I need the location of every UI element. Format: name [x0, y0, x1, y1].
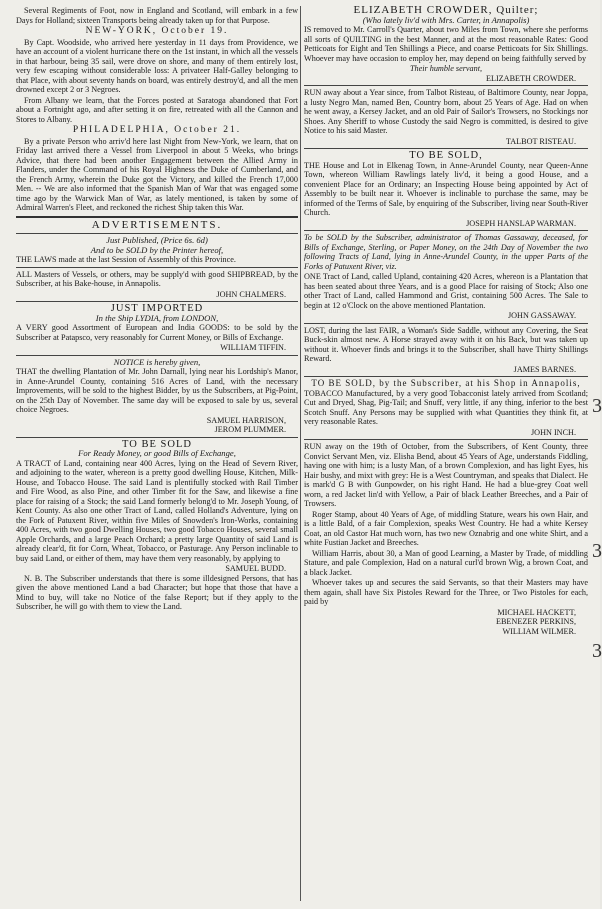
ad-servants-stamp: Roger Stamp, about 40 Years of Age, of middling Stature, wears his own Hair, and is a little Bald, of a fair Complexion, speaks West Country. He had a white Kersey Coat, an old Castor Hat much worn, has two new Oznabrig and one white Shirt, and a white Fustian Jacket and Breeches. [304, 509, 588, 547]
newyork-dateline: NEW-YORK, October 19. [85, 26, 229, 36]
divider [304, 85, 588, 86]
ad-tobacco [304, 379, 588, 437]
ad-gassaway-text: ONE Tract of Land, called Upland, containing 420 Acres, whereon is a Plantation that has been seated about three Years, and is a good Place for raising of Stock; Also one other Tract of Land, called Hammond and Grist, containing 500 Acres. The Sale to begin at 12 o'Clock on the above mentioned Plantation. [304, 272, 588, 310]
news-albany-paragraph: From Albany we learn, that the Forces posted at Saratoga abandoned that Fort about a Fortnight ago, and after setting it on fire, retreated with all the Cannon and Stores to Albany. [16, 95, 298, 124]
ad-servants-signature-1: MICHAEL HACKETT, [497, 607, 576, 617]
ad-shipbread-signature: JOHN CHALMERS. [216, 289, 286, 299]
ad-lost-signature: JAMES BARNES. [513, 364, 576, 374]
ad-gassaway [304, 233, 588, 321]
news-philadelphia-paragraph: By a private Person who arriv'd here last Night from New-York, we learn, that on Friday last arrived there a Vessel from Liverpool in about 5 Weeks, who brings Advice, that there had been another Engagement between the Allied Army in Flanders, under the Command of his Royal Highness the Duke of Cumberland, and the French Army, wherein the Duke got the Victory, and killed the French 17,000 Men. -- We are also informed that the Spanish Man of War that was engaged some time ago by the Warwick Man of War, as lately mentioned, is taken by some of Admiral Warren's Fleet, and reckoned the richest Ship taken this War. [16, 136, 298, 212]
ad-lost-text: LOST, during the last FAIR, a Woman's Side Saddle, without any Covering, the Seat Buck-skin almost new. A Horse strayed away with it on his Back, but was taken up without it. Whoever finds and brings it to the Subscriber, shall have Thirty Shillings Reward. [304, 325, 588, 363]
divider [304, 439, 588, 440]
ad-servants-harris: William Harris, about 30, a Man of good Learning, a Master by Trade, of middling Stature, and pale Complexion, Had on a natural curl'd brown Wig, a brown Coat, and a black Jacket. [304, 548, 588, 577]
ad-runaway-ben-signature: TALBOT RISTEAU. [505, 136, 576, 146]
ad-house-lot-signature: JOSEPH HANSLAP WARMAN. [466, 218, 576, 228]
divider [16, 301, 298, 302]
ad-notice-plantation [16, 358, 298, 435]
ad-house-lot [304, 151, 588, 228]
divider [304, 376, 588, 377]
divider [16, 267, 298, 268]
ad-laws [16, 236, 298, 265]
advertisements-heading: ADVERTISEMENTS. [91, 218, 223, 231]
ad-lost-saddle [304, 326, 588, 375]
ad-runaway-ben-text: RUN away about a Year since, from Talbot Risteau, of Baltimore County, near Joppa, a lusty Negro Man, named Ben, Country born, about 25 Years of Age. Had on when he went away, a Kersey Jacket, and an old Pair of Sailor's Trowsers, no Stockings nor Shoes. Any Sheriff to whose Custody the said Negro is committed, is desired to give Notice to his said Master. [304, 88, 588, 135]
ad-land-sub: For Ready Money, or good Bills of Exchange, [78, 448, 236, 458]
ad-land-severn [16, 440, 298, 612]
ad-laws-line2: And to be SOLD by the Printer hereof, [90, 244, 224, 255]
ad-tobacco-signature: JOHN INCH. [530, 427, 576, 437]
ad-imported-text: A VERY good Assortment of European and India GOODS: to be sold by the Subscriber at Patapsco, very reasonably for Current Money, or Bills of Exchange. [16, 323, 298, 342]
news-england-paragraph: Several Regiments of Foot, now in England and Scotland, will embark in a few Days for Holland; sixteen Transports being already taken up for that Purpose. [16, 6, 298, 25]
ad-crowder-close: Their humble servant, [409, 64, 483, 73]
margin-mark: 3 [592, 395, 602, 417]
divider [304, 148, 588, 149]
ad-land-head: TO BE SOLD [122, 438, 192, 450]
ad-shipbread-text: ALL Masters of Vessels, or others, may be supply'd with good SHIPBREAD, by the Subscriber, at his Bake-house, in Annapolis. [16, 269, 298, 288]
ad-crowder-sub: (Who lately liv'd with Mrs. Carter, in Annapolis) [362, 14, 530, 25]
ad-imported-signature: WILLIAM TIFFIN. [220, 343, 286, 352]
ad-house-lot-text: THE House and Lot in Elkenag Town, in Anne-Arundel County, near Queen-Anne Town, whereon William Rawlings lately liv'd, it being a good House, and a convenient Place for an Ordinary; an Inspecting House being appointed by Act of Assembly to be built near it. Whoever is inclinable to purchase the same, may be informed of the Terms of Sale, by enquiring of the Subscriber, living near South-River Church. [304, 160, 588, 217]
ad-laws-line1: Just Published, (Price 6s. 6d) [106, 235, 208, 245]
ad-shipbread [16, 270, 298, 300]
section-rule [16, 216, 298, 218]
ad-servants-reward: Whoever takes up and secures the said Servants, so that their Masters may have them again, shall have Six Pistoles Reward for the Three, or Two Pistoles for each, paid by [304, 578, 588, 606]
ad-notice-signature-1: SAMUEL HARRISON, [206, 415, 286, 425]
ad-runaway-ben [304, 88, 588, 146]
divider [16, 355, 298, 356]
ad-crowder-signature: ELIZABETH CROWDER. [485, 73, 576, 83]
ad-servants-signature-3: WILLIAM WILMER. [502, 626, 576, 636]
divider [16, 233, 298, 234]
ad-tobacco-text: TOBACCO Manufactured, by a very good Tobacconist lately arrived from Scotland; Cut and Dryed, Shag, Pig-Tail; and Snuff, very little, if any thing, inferior to the best Scotch Snuff. Any Persons may be supplied with what Quantities they think fit, at very reasonable Rates. [304, 388, 588, 426]
news-newyork-paragraph: By Capt. Woodside, who arrived here yesterday in 11 days from Providence, we have an account of a violent hurricane there on the 1st instant, in which all the vessels in that harbour, being 35 sail, were drove on shore, and many of them entirely lost, very few escaping without considerable loss: A privateer Half-Galley belonging to that Place, with about seventy hands on board, was entirely destroy'd, and all the men drowned except 2 or 3 Negroes. [16, 37, 298, 94]
ad-servants-signature-2: EBENEZER PERKINS, [495, 617, 576, 626]
ad-tobacco-head: TO BE SOLD, by the Subscriber, at his Shop in Annapolis, [311, 378, 581, 388]
ad-imported-sub: In the Ship LYDIA, from LONDON, [95, 312, 219, 323]
column-divider [300, 6, 301, 901]
ad-servants-text: RUN away on the 19th of October, from the Subscribers, of Kent County, three Convict Servant Men, viz. Elisha Bend, about 45 Years of Age, understands Fiddling, having one with him; is a lusty Man, of a brown Complexion, and has light Eyes, his Hair bushy, and mixt with grey: He is a West Countryman, and speaks that Dialect. He is mark'd G B with Gunpowder, on his right Hand. He had a blue-grey Coat well worn, a red Jacket lin'd with Yellow, a Pair of black Leather Breeches, and a Pair of Trowsers. [304, 442, 588, 508]
ad-crowder-name: ELIZABETH CROWDER, Quilter; [353, 4, 539, 16]
ad-land-nb: N. B. The Subscriber understands that there is some illdesigned Persons, that has given the above mentioned Land a bad Character; but hope that those that have a Mind to buy, will take no Notice of the false Report; but if they apply to the Subscriber, he will go with them to view the Land. [16, 573, 298, 611]
ad-gassaway-signature: JOHN GASSAWAY. [507, 311, 576, 320]
ad-crowder-text: IS removed to Mr. Carroll's Quarter, about two Miles from Town, where she performs all sorts of QUILTING in the best Manner, and at the most reasonable Rates: Good Petticoats for Eight and Ten Shillings a Piece, and coarse Petticoats for Six Shillings. Whoever may have occasion to employ her, may depend on being faithfully served by [304, 25, 588, 63]
ad-laws-text: THE LAWS made at the last Session of Assembly of this Province. [16, 255, 236, 264]
ad-notice-head: NOTICE is hereby given, [113, 356, 201, 367]
ad-runaway-servants [304, 442, 588, 636]
margin-mark: 3 [592, 640, 602, 662]
ad-imported [16, 304, 298, 353]
divider [304, 323, 588, 324]
ad-gassaway-intro: To be SOLD by the Subscriber, administrator of Thomas Gassaway, deceased, for Bills of Exchange, Sterling, or Paper Money, on the 24th Day of November the two following Tracts of Land, lying in Anne-Arundel County, in the upper Parts of the Forks of Patuxent River, viz. [304, 233, 588, 271]
divider [16, 437, 298, 438]
left-column [16, 6, 298, 901]
ad-crowder [304, 6, 588, 83]
ad-house-lot-head: TO BE SOLD, [409, 150, 483, 161]
ad-notice-text: THAT the dwelling Plantation of Mr. John Darnall, lying near his Lordship's Manor, in Anne-Arundel County, containing 516 Acres of Land, with the necessary Improvements, will be sold to the highest Bidder, by us the Subscribers, at Pig-Point, on the 25th Day of November. The same day will be exposed to sale by us, several choice Negroes. [16, 367, 298, 414]
ad-land-text: A TRACT of Land, containing near 400 Acres, lying on the Head of Severn River, and adjoining to the water, whereon is a pretty good dwelling House, Kitchen, Milk-House, and Tobacco House. The said Land is plentifully stocked with Rail Timber and Fire Wood, as also Pine, and other Timber fit for the Saw, and likewise a fine place for raising of a Stock; the said Land formerly belong'd to Mr. Joseph Young, of Kent County. As also one other Tract of Land, called Holland's Adventure, lying on the Fork of Patuxent River, within five Miles of Snowden's Iron-Works, containing 400 Acres, with two good Dwelling Houses, two good Tobacco Houses, several small Apple Orchards, and a large Peach Orchard; a pretty large Quantity of said Land is already clear'd, fit for Corn, Wheat, Tobacco, or Pasturage. Any Person inclinable to buy said Land, or either of them, may have them very reasonably, by applying to [16, 458, 298, 563]
ad-imported-head: JUST IMPORTED [110, 303, 204, 314]
ad-notice-signature-2: JEROM PLUMMER. [214, 425, 286, 434]
ad-land-signature: SAMUEL BUDD. [225, 564, 286, 573]
margin-mark: 3 [592, 540, 602, 562]
right-column [304, 6, 588, 901]
philadelphia-dateline: PHILADELPHIA, October 21. [72, 125, 242, 135]
divider [304, 230, 588, 231]
